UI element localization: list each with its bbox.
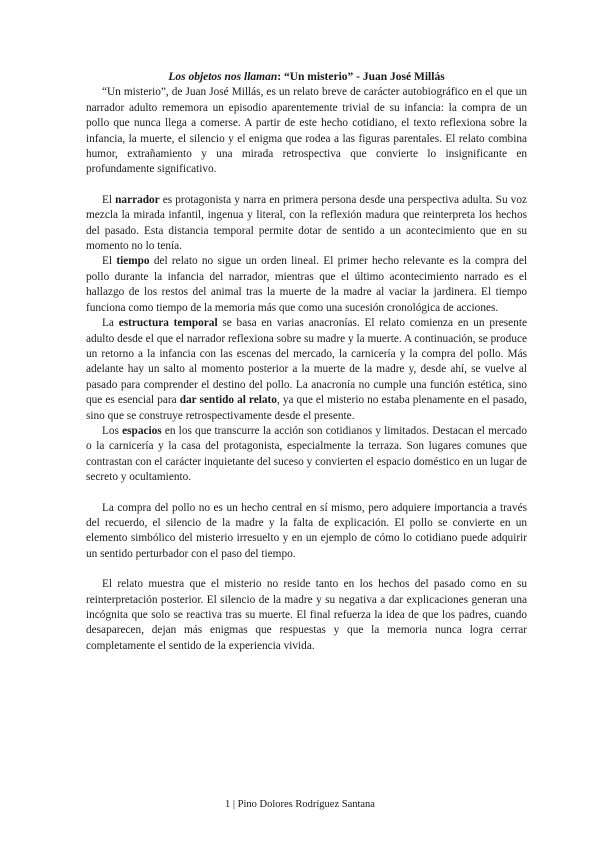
title-separator: - xyxy=(353,71,363,83)
paragraph-text: El xyxy=(102,193,116,206)
author-name: Juan José Millás xyxy=(362,71,445,83)
document-title xyxy=(86,70,527,85)
book-title: Los objetos nos llaman xyxy=(168,71,278,83)
paragraph-pollo: La compra del pollo no es un hecho central en sí mismo, pero adquiere importancia a través del recuerdo, el silencio de la madre y la falta de explicación. El pollo se convierte en un elemento simbólico del misterio irresuelto y en un ejemplo de cómo lo cotidiano puede adquirir un sentido perturbador con el paso del tiempo. xyxy=(86,501,527,560)
paragraph-conclusion: El relato muestra que el misterio no reside tanto en los hechos del pasado como en su reinterpretación posterior. El silencio de la madre y su negativa a dar explicaciones generan una incógnita que solo se reactiva tras su muerte. El final refuerza la idea de que los padres, cuando desaparecen, dejan más enigmas que respuestas y que la memoria nunca logra cerrar completamente el sentido de la experiencia vivida. xyxy=(86,578,527,652)
paragraph-narrador xyxy=(86,193,527,255)
keyword-dar-sentido: dar sentido al relato xyxy=(179,394,277,407)
story-title: “Un misterio” xyxy=(283,71,354,83)
paragraph-espacios xyxy=(86,424,527,486)
paragraph-text: La xyxy=(102,317,119,330)
keyword-espacios: espacios xyxy=(122,424,162,437)
paragraph-text: del relato no sigue un orden lineal. El primer hecho relevante es la compra del pollo durante la infancia del narrador, mientras que el último acontecimiento narrado es el hallazgo de los restos del animal tras la muerte de la madre al vaciar la jardinera. El tiempo funciona como tiempo de la memoria más que como una sucesión cronológica de acciones. xyxy=(86,255,527,314)
paragraph-tiempo xyxy=(86,254,527,316)
paragraph-intro: “Un misterio”, de Juan José Millás, es un relato breve de carácter autobiográfico en el que un narrador adulto rememora un episodio aparentemente trivial de su infancia: la compra de un pollo que nunca llega a comerse. A partir de este hecho cotidiano, el texto reflexiona sobre la infancia, la muerte, el silencio y el enigma que rodea a las figuras parentales. El relato combina humor, extrañamiento y una mirada retrospectiva que convierte lo insignificante en profundamente significativo. xyxy=(86,86,527,176)
paragraph-text: en los que transcurre la acción son cotidianos y limitados. Destacan el mercado o la carnicería y la casa del protagonista, especialmente la terraza. Son lugares comunes que contrastan con el carácter inquietante del suceso y convierten el espacio doméstico en un lugar de secreto y ocultamiento. xyxy=(86,424,527,484)
paragraph-text: se basa en varias anacronías. El relato comienza en un presente adulto desde el que el narrador reflexiona sobre su madre y la muerte. A continuación, se produce un retorno a la infancia con las escenas del mercado, la carnicería y la compra del pollo. Más adelante hay un salto al momento posterior a la muerte de la madre y, desde ahí, se vuelve al pasado para comprender el destino del pollo. La anacronía no cumple una función estética, sino que es esencial para xyxy=(86,317,527,407)
paragraph-text: Los xyxy=(102,424,123,437)
page-footer: 1 | Pino Dolores Rodríguez Santana xyxy=(225,799,375,810)
paragraph-text: , ya que el misterio no estaba plenamente en el pasado, sino que se construye retrospectivamente desde el presente. xyxy=(86,394,527,422)
paragraph-text: El xyxy=(102,255,117,268)
keyword-tiempo: tiempo xyxy=(116,255,150,268)
document-body xyxy=(86,70,527,654)
keyword-estructura-temporal: estructura temporal xyxy=(118,317,218,330)
title-colon: : xyxy=(277,71,282,83)
paragraph-estructura xyxy=(86,316,527,424)
keyword-narrador: narrador xyxy=(115,193,160,206)
paragraph-text: es protagonista y narra en primera persona desde una perspectiva adulta. Su voz mezcla la mirada infantil, ingenua y literal, con la reflexión madura que reinterpreta los hechos del pasado. Esta distancia temporal permite dotar de sentido a un acontecimiento que en su momento no lo tenía. xyxy=(86,193,527,253)
